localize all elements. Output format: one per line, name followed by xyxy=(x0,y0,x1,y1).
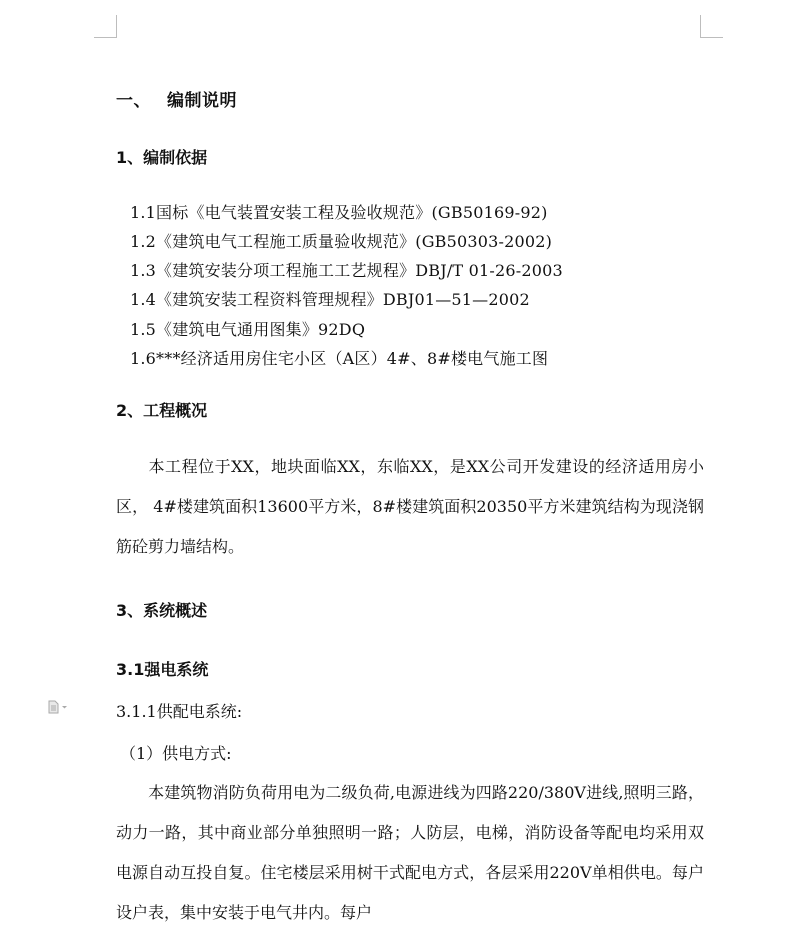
section2-title: 2、工程概况 xyxy=(116,401,208,420)
heading-main-number: 一、 xyxy=(116,91,151,111)
section1-title: 1、编制依据 xyxy=(116,148,208,167)
section3-body: 本建筑物消防负荷用电为二级负荷,电源进线为四路220/380V进线,照明三路，动力一路，其中商业部分单独照明一路；人防层，电梯，消防设备等配电均采用双电源自动互投自复。住宅楼层采用树干式配电方式，各层采用220V单相供电。每户设户表，集中安装于电气井内。每户 xyxy=(116,783,704,922)
heading-main xyxy=(116,86,237,111)
section2-paragraph xyxy=(116,447,704,567)
supply-method-title: （1）供电方式: xyxy=(120,744,232,763)
section3-1-1-title: 3.1.1供配电系统: xyxy=(116,702,243,721)
reference-item-1: 1.1国标《电气装置安装工程及验收规范》(GB50169-92) xyxy=(130,203,548,222)
section2-body: 本工程位于XX，地块面临XX，东临XX，是XX公司开发建设的经济适用房小区， 4#楼建筑面积13600平方米，8#楼建筑面积20350平方米建筑结构为现浇钢筋砼剪力墙结构。 xyxy=(116,457,704,556)
reference-item-4: 1.4《建筑安装工程资料管理规程》DBJ01—51—2002 xyxy=(130,290,530,309)
paragraph-options-icon[interactable] xyxy=(48,700,68,714)
section3-paragraph xyxy=(116,773,704,933)
heading-main-title: 编制说明 xyxy=(167,91,237,111)
section3-title: 3、系统概述 xyxy=(116,601,208,620)
crop-mark-top-right xyxy=(700,15,723,38)
crop-mark-top-left xyxy=(94,15,117,38)
reference-item-5: 1.5《建筑电气通用图集》92DQ xyxy=(130,320,366,339)
reference-item-6: 1.6***经济适用房住宅小区（A区）4#、8#楼电气施工图 xyxy=(130,349,549,368)
section3-1-title: 3.1强电系统 xyxy=(116,660,209,679)
reference-item-2: 1.2《建筑电气工程施工质量验收规范》(GB50303-2002) xyxy=(130,232,553,251)
reference-item-3: 1.3《建筑安装分项工程施工工艺规程》DBJ/T 01-26-2003 xyxy=(130,261,563,280)
